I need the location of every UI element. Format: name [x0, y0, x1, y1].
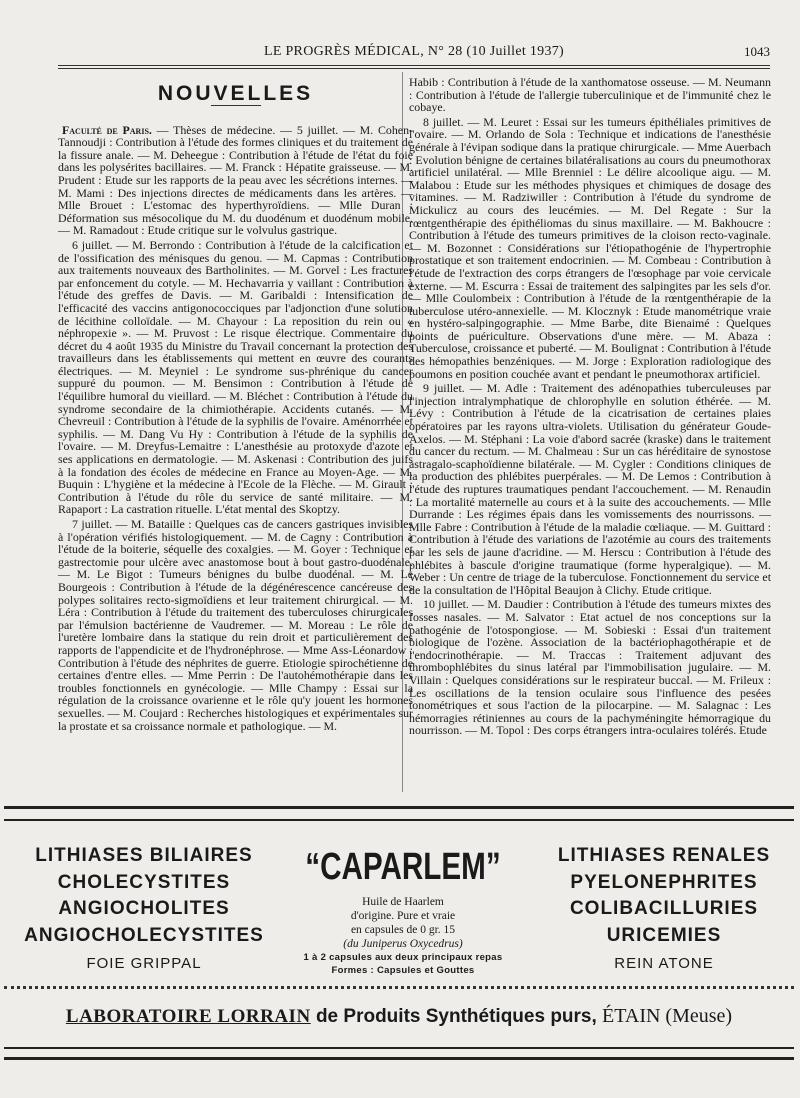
paragraph: 7 juillet. — M. Bataille : Quelques cas de cancers gastriques invisibles à l'opération vérifiés histologiquement. — M. de Cagny : Contribution à l'étude de la boiterie, séquelle des coxalgies. — M. Goyer : Technique et gastrectomie pour ulcère avec anastomose bout à bout gastro-duodénale. — M. Le Bigot : Tumeurs bénignes du bulbe duodénal. — M. Le Bourgeois : Contribution à l'étude de la dégénérescence cancéreuse des polypes solitaires recto-sigmoïdiens et leur traitement chirurgical. — M. Léra : Contribution à l'étude du traitement des tuberculoses chirurgicales par l'émulsion bactérienne de Vaudremer. — M. Moreau : Le rôle de l'uretère lombaire dans la statique du rein droit et particulièrement des rapports de l'appendicite et de l'hydronéphrose. — Mme Ass-Léonardow : Contribution à l'étude des néphrites de guerre. Etiologie spirochétienne de certaines d'entre elles. — Mme Perrin : De l'autohémothérapie dans les troubles fonctionnels en gynécologie. — Mlle Champy : Essai sur la régulation de la croissance ovarienne et le rôle qu'y jouent les hormones sexuelles. — M. Coujard : Recherches histologiques et expérimentales sur la prostate et sa croissance normale et pathologique. — M. — [58, 517, 413, 733]
left-column — [58, 76, 413, 732]
right-column — [409, 76, 771, 737]
ad-dotted-divider — [4, 986, 794, 992]
ad-right-line: LITHIASES RENALES — [557, 845, 771, 866]
ad-right-indications — [530, 843, 798, 978]
paragraph: 6 juillet. — M. Berrondo : Contribution à l'étude de la calcification et de l'ossification des ménisques du genou. — M. Capmas : Contribution aux traitements nouveaux des Bartholinites. — M. Gorvel : Les fractures par enfoncement du cotyle. — M. Hechavarria y vaillant : Contribution à l'étude des greffes de Davis. — M. Garibaldi : Intensification de l'efficacité des vaccins antigonococciques par l'adjonction d'une solution de lécithine colloïdale. — M. Chayour : La reposition du rein ou « néphropexie ». — M. Pruvost : Le risque électrique. Commentaire du décret du 4 août 1935 du Ministre du Travail concernant la protection des travailleurs dans les établissements qui mettent en œuvre des courants électriques. — M. Meyniel : Le syndrome sus-phrénique du cancer suppuré du poumon. — M. Bensimon : Contribution à l'étude de l'équilibre humoral du vieillard. — M. Bléchet : Contribution à l'étude du syndrome secondaire de la chimiothérapie. Accidents cutanés. — M. Chevreuil : Contribution à l'étude de la syphilis de l'ovaire. Aménorrhée et syphilis. — M. Dang Vu Hy : Contribution à l'étude de la syphilis de l'ovaire. — M. Dreyfus-Lemaitre : L'anesthésie au protoxyde d'azote et ses applications en dermatologie. — M. Askenasi : Contribution des juifs à la fondation des écoles de médecine en France au Moyen-Age. — M. Buquin : L'hygiène et la médecine à l'Ecole de la Flèche. — M. Girault : Contribution à l'étude du rôle du service de santé militaire. — M. Rapaport : La castration rituelle. L'état mental des Skoptzy. — [58, 237, 413, 517]
ad-right-line: PYELONEPHRITES — [570, 871, 758, 893]
ad-left-line: LITHIASES BILIAIRES — [35, 845, 253, 866]
ad-center-product — [276, 839, 530, 977]
paragraph — [58, 124, 413, 237]
paragraph: 8 juillet. — M. Leuret : Essai sur les tumeurs épithéliales primitives de l'ovaire. — M. Orlando de Sola : Technique et indications de l'anesthésie générale à l'évipan sodique dans la pratique chirurgicale. — Mme Auerbach : Evolution bénigne de certaines bilatéralisations au cours du pneumothorax artificiel unilatéral. — Mlle Brenniel : Le délire alcoolique aigu. — M. Malabou : Etude sur les méthodes physiques et chimiques de dosage des vitamines. — M. Radziwiller : Contribution à l'étude du syndrome de Mickulicz au cours des leucémies. — M. Del Regate : Sur la rœntgenthérapie des épithéliomas du sinus maxillaire. — M. Bakhoucre : Contribution à l'étude des tumeurs primitives de la cloison recto-vaginale. — M. Bozonnet : Considérations sur l'étiopathogénie de l'hypertrophie prostatique et son traitement endocrinien. — M. Combeau : Contribution à l'étude de l'extraction des corps étrangers de l'œsophage par voie cervicale externe. — M. Escurra : Essai de traitement des salpingites par les sels d'or. — Mlle Coulombeix : Contribution à l'étude de la rœntgenthérapie de la tuberculose utéro-annexielle. — M. Klocznyk : Etude manométrique vraie en hystéro-salpingographie. — Mme Barbe, dite Bienaimé : Quelques points de puériculture. Observations d'une mère. — M. Abaza : Tuberculose, croissance et puberté. — M. Boulignat : Contribution à l'étude des hémopathies benzéniques. — M. Jorge : Exploration radiologique des poumons en position couchée avant et pendant le pneumothorax artificiel. — [409, 114, 771, 381]
ad-dosage: 1 à 2 capsules aux deux principaux repas — [303, 952, 503, 963]
ad-right-line: COLIBACILLURIES — [569, 898, 759, 919]
ad-center-line: en capsules de 0 gr. 15 — [350, 924, 456, 936]
header-rule — [58, 65, 770, 66]
paragraph-lead: Faculté de Paris. — [62, 122, 152, 137]
section-title: NOUVELLES — [157, 82, 314, 105]
laboratory-desc: de Produits Synthétiques purs, — [310, 1006, 603, 1027]
ad-right-line: URICEMIES — [606, 924, 722, 946]
header-rule-2 — [58, 68, 770, 69]
ad-laboratory-line — [4, 1005, 794, 1028]
ad-center-line: (du Juniperus Oxycedrus) — [343, 938, 463, 950]
ad-right-line: REIN ATONE — [614, 955, 714, 972]
running-header — [58, 44, 770, 64]
ad-left-indications — [12, 843, 276, 978]
paragraph: 9 juillet. — M. Adle : Traitement des adénopathies tuberculeuses par l'injection intralymphatique de chlorophylle en solution éthérée. — M. Lévy : Contribution à l'étude de la cicatrisation de certaines plaies opératoires par les rayons ultra-violets. Utilisation du générateur Goude-Axelos. — M. Stéphani : La voie d'abord sacrée (kraske) dans le traitement du cancer du rectum. — M. Chalmeau : Sur un cas héréditaire de synostose astragalo-scaphoïdienne bilatérale. — M. Cygler : Conditions cliniques de la production des phlébites puerpérales. — M. De Lemos : Contribution à l'étude des ruptures traumatiques pendant l'accouchement. — M. Renaudin : La mortalité maternelle au cours et à la suite des accouchements. — Mlle Durrande : Les régimes épais dans les vomissements des nourrissons. — Mlle Fabre : Contribution à l'étude de la maladie cœliaque. — M. Guittard : Contribution à l'étude des variations de l'azotémie au cours des traitements par les sels de jaune d'acridine. — M. Herscu : Contribution à l'étude des phlébites à bascule d'origine traumatique (forme hyperalgique). — M. Weber : Un centre de triage de la tuberculose. Fonctionnement du service et de la consultation de l'Hôpital Beaujon à Clichy. Etude critique. — [409, 381, 771, 597]
ad-center-line: Huile de Haarlem — [362, 896, 444, 908]
laboratory-location: ÉTAIN (Meuse) — [602, 1005, 733, 1027]
running-title: LE PROGRÈS MÉDICAL, N° 28 (10 Juillet 1937) — [263, 44, 565, 59]
paragraph-text: — Thèses de médecine. — 5 juillet. — M. Cohen-Tannoudji : Contribution à l'étude des formes cliniques et du traitement de la fissure anale. — M. Deheegue : Contribution à l'étude de l'état du foie dans les polysérites bacillaires. — M. Franck : Hépatite graisseuse. — M. Prudent : Etude sur les rapports de la peau avec les sécrétions internes. — M. Mami : Des injections directes de médicaments dans les artères. — Mlle Brouet : L'estomac des hyperthyroïdiens. — Mlle Duran : Déformation sus mésocolique du M. du duodénum et duodénum mobile. — M. Ramadout : Etude critique sur le volvulus gastrique. — [58, 122, 413, 238]
ad-forms: Formes : Capsules et Gouttes — [331, 965, 475, 976]
paragraph: 10 juillet. — M. Daudier : Contribution à l'étude des tumeurs mixtes des fosses nasales. — M. Salvator : Etat actuel de nos conceptions sur la pathogénie de l'otospongiose. — M. Sobieski : Essai d'un traitement biologique de l'ozène. Association de la bactériophagothérapie et de l'endocrinothérapie. — M. Traccas : Traitement adjuvant des thrombophlébites du sinus latéral par l'immobilisation jugulaire. — M. Villain : Quelques considérations sur le respirateur buccal. — M. Frileux : Les oscillations de la tension oculaire sous l'influence des pesées tonométriques et sous l'action de la pilocarpine. — M. Salagnac : Les hémorragies rétiniennes au cours de la pachyméningite hémorragique du nourrisson. — M. Topol : Des corps étrangers intra-oculaires tolérés. Etude — [409, 597, 771, 738]
ad-left-line: FOIE GRIPPAL — [86, 955, 202, 972]
ad-left-line: ANGIOCHOLITES — [58, 898, 230, 919]
brand-logo: “CAPARLEM” — [305, 846, 501, 888]
paragraph: Habib : Contribution à l'étude de la xanthomatose osseuse. — M. Neumann : Contribution à l'étude de l'allergie tuberculinique et de l'immunité chez le cobaye. — [409, 75, 771, 115]
ad-left-line: ANGIOCHOLECYSTITES — [24, 924, 264, 946]
page-number: 1043 — [744, 44, 770, 59]
ad-left-line: CHOLECYSTITES — [57, 871, 231, 893]
laboratory-name: LABORATOIRE LORRAIN — [65, 1006, 311, 1027]
ad-center-line: d'origine. Pure et vraie — [350, 910, 456, 922]
advertisement — [4, 806, 794, 1060]
